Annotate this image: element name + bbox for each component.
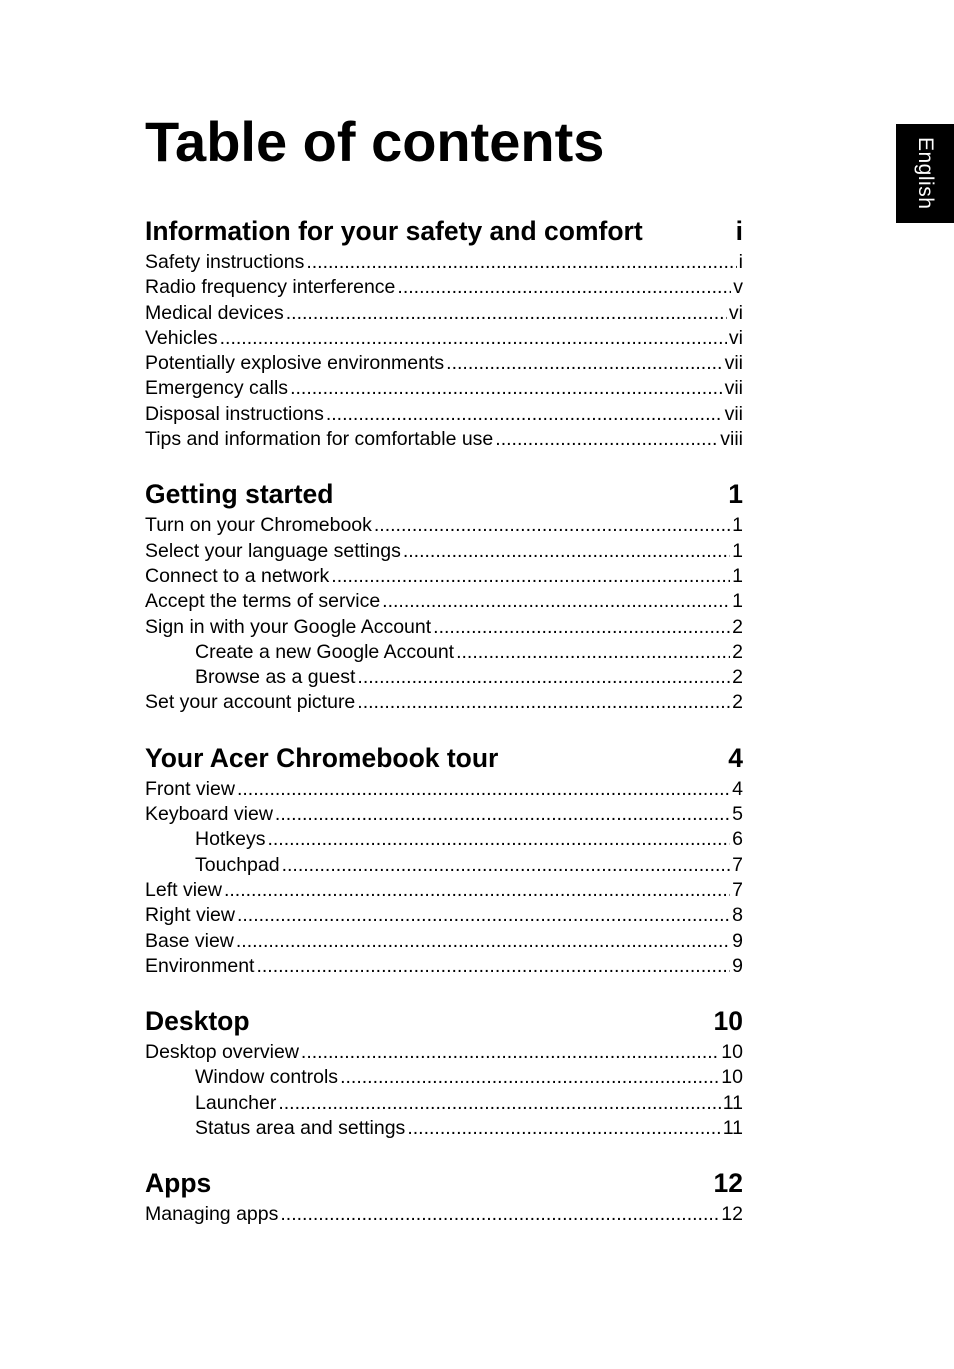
entry-title: Hotkeys: [195, 828, 266, 851]
language-tab: [896, 124, 954, 223]
entry-title: Connect to a network: [145, 564, 330, 587]
entry-title: Right view: [145, 904, 235, 927]
toc-chapter: [145, 1164, 743, 1227]
entry-page-number: 11: [722, 1091, 743, 1114]
entry-page-number: 7: [732, 878, 743, 901]
dot-leader: [403, 539, 730, 564]
entry-page-number: 7: [732, 853, 743, 876]
chapter-heading[interactable]: [145, 475, 743, 513]
entry-page-number: 1: [732, 564, 743, 587]
entry-page-number: vii: [724, 377, 743, 400]
entry-title: Accept the terms of service: [145, 590, 381, 613]
toc-entry[interactable]: [145, 275, 743, 300]
toc-entry[interactable]: [145, 802, 743, 827]
entry-title: Managing apps: [145, 1203, 279, 1226]
page-title: Table of contents: [145, 110, 605, 173]
dot-leader: [433, 615, 730, 640]
chapter-page-number: i: [735, 216, 743, 246]
language-tab-label: English: [914, 137, 937, 210]
dot-leader: [446, 351, 722, 376]
dot-leader: [357, 665, 730, 690]
toc-entry[interactable]: [145, 376, 743, 401]
toc-entry[interactable]: [145, 326, 743, 351]
chapter-title: Desktop: [145, 1006, 250, 1037]
toc-subentry[interactable]: [145, 640, 743, 665]
chapter-title: Information for your safety and comfort: [145, 216, 643, 246]
toc-subentry[interactable]: [145, 1116, 743, 1141]
chapter-heading[interactable]: [145, 1002, 743, 1040]
entry-title: Status area and settings: [195, 1117, 406, 1140]
toc-entry[interactable]: [145, 903, 743, 928]
dot-leader: [275, 802, 730, 827]
toc-subentry[interactable]: [145, 1091, 743, 1116]
dot-leader: [237, 903, 730, 928]
dot-leader: [224, 878, 730, 903]
dot-leader: [290, 376, 723, 401]
entry-page-number: i: [738, 251, 743, 273]
entry-page-number: 8: [732, 904, 743, 927]
toc-chapter: [145, 475, 743, 715]
toc-entry[interactable]: [145, 1202, 743, 1227]
entry-title: Vehicles: [145, 326, 218, 349]
toc-entry[interactable]: [145, 402, 743, 427]
toc-entry[interactable]: [145, 301, 743, 326]
toc-subentry[interactable]: [145, 853, 743, 878]
entry-page-number: 10: [721, 1041, 743, 1064]
entry-page-number: 2: [732, 666, 743, 689]
entry-title: Radio frequency interference: [145, 276, 396, 299]
toc-entry[interactable]: [145, 777, 743, 802]
toc-entry[interactable]: [145, 1040, 743, 1065]
dot-leader: [256, 954, 730, 979]
chapter-page-number: 4: [728, 742, 743, 773]
chapter-heading[interactable]: [145, 1164, 743, 1202]
entry-page-number: 2: [732, 640, 743, 663]
dot-leader: [306, 250, 736, 275]
entry-page-number: v: [733, 276, 743, 299]
toc-entry[interactable]: [145, 427, 743, 452]
toc-entry[interactable]: [145, 564, 743, 589]
entry-title: Base view: [145, 929, 234, 952]
entry-page-number: vi: [728, 301, 743, 324]
dot-leader: [278, 1091, 720, 1116]
entry-title: Keyboard view: [145, 803, 273, 826]
chapter-title: Your Acer Chromebook tour: [145, 742, 499, 773]
toc-chapter: [145, 1002, 743, 1141]
toc-entry[interactable]: [145, 954, 743, 979]
dot-leader: [267, 827, 730, 852]
toc-entry[interactable]: [145, 513, 743, 538]
dot-leader: [220, 326, 727, 351]
entry-page-number: 1: [732, 539, 743, 562]
dot-leader: [495, 427, 718, 452]
chapter-title: Apps: [145, 1168, 212, 1199]
entry-page-number: 11: [722, 1117, 743, 1140]
dot-leader: [357, 690, 730, 715]
chapter-heading[interactable]: [145, 739, 743, 777]
toc-entry[interactable]: [145, 351, 743, 376]
entry-page-number: 1: [732, 514, 743, 537]
entry-page-number: 6: [732, 828, 743, 851]
toc-subentry[interactable]: [145, 827, 743, 852]
toc-entry[interactable]: [145, 539, 743, 564]
dot-leader: [301, 1040, 719, 1065]
entry-title: Touchpad: [195, 853, 280, 876]
toc-subentry[interactable]: [145, 1065, 743, 1090]
dot-leader: [331, 564, 730, 589]
dot-leader: [374, 513, 730, 538]
entry-title: Browse as a guest: [195, 666, 356, 689]
dot-leader: [280, 1202, 719, 1227]
entry-page-number: 5: [732, 803, 743, 826]
entry-page-number: 4: [732, 777, 743, 800]
dot-leader: [237, 777, 730, 802]
chapter-page-number: 1: [728, 479, 743, 510]
entry-page-number: 2: [732, 691, 743, 714]
entry-title: Disposal instructions: [145, 402, 324, 425]
toc-entry[interactable]: [145, 878, 743, 903]
dot-leader: [326, 402, 723, 427]
toc-entry[interactable]: [145, 615, 743, 640]
entry-title: Tips and information for comfortable use: [145, 428, 494, 451]
entry-title: Potentially explosive environments: [145, 352, 445, 375]
entry-title: Left view: [145, 878, 222, 901]
toc-entry[interactable]: [145, 589, 743, 614]
entry-title: Launcher: [195, 1091, 277, 1114]
entry-page-number: vii: [724, 402, 743, 425]
entry-title: Emergency calls: [145, 377, 289, 400]
entry-page-number: 9: [732, 954, 743, 977]
entry-title: Desktop overview: [145, 1041, 299, 1064]
toc-chapter: [145, 739, 743, 979]
entry-page-number: 10: [721, 1066, 743, 1089]
dot-leader: [407, 1116, 720, 1141]
entry-title: Safety instructions: [145, 251, 305, 273]
dot-leader: [382, 589, 730, 614]
toc-entry[interactable]: [145, 250, 743, 275]
dot-leader: [236, 929, 730, 954]
toc-chapter: [145, 212, 743, 452]
entry-title: Select your language settings: [145, 539, 401, 562]
chapter-title: Getting started: [145, 479, 334, 510]
dot-leader: [456, 640, 730, 665]
entry-title: Environment: [145, 954, 255, 977]
entry-page-number: 9: [732, 929, 743, 952]
entry-title: Create a new Google Account: [195, 640, 455, 663]
dot-leader: [397, 275, 731, 300]
entry-title: Turn on your Chromebook: [145, 514, 372, 537]
entry-page-number: 1: [732, 590, 743, 613]
entry-title: Window controls: [195, 1066, 339, 1089]
entry-title: Medical devices: [145, 301, 284, 324]
entry-title: Sign in with your Google Account: [145, 615, 432, 638]
toc-entry[interactable]: [145, 929, 743, 954]
entry-page-number: vi: [728, 326, 743, 349]
chapter-page-number: 10: [713, 1006, 743, 1037]
dot-leader: [282, 853, 731, 878]
toc-entry[interactable]: [145, 690, 743, 715]
dot-leader: [340, 1065, 719, 1090]
dot-leader: [286, 301, 727, 326]
entry-page-number: 12: [721, 1203, 743, 1226]
toc-subentry[interactable]: [145, 665, 743, 690]
table-of-contents: [145, 212, 743, 1251]
chapter-page-number: 12: [713, 1168, 743, 1199]
entry-title: Set your account picture: [145, 691, 356, 714]
entry-page-number: 2: [732, 615, 743, 638]
entry-page-number: vii: [724, 352, 743, 375]
entry-title: Front view: [145, 777, 235, 800]
chapter-heading[interactable]: [145, 212, 743, 250]
entry-page-number: viii: [720, 428, 743, 451]
